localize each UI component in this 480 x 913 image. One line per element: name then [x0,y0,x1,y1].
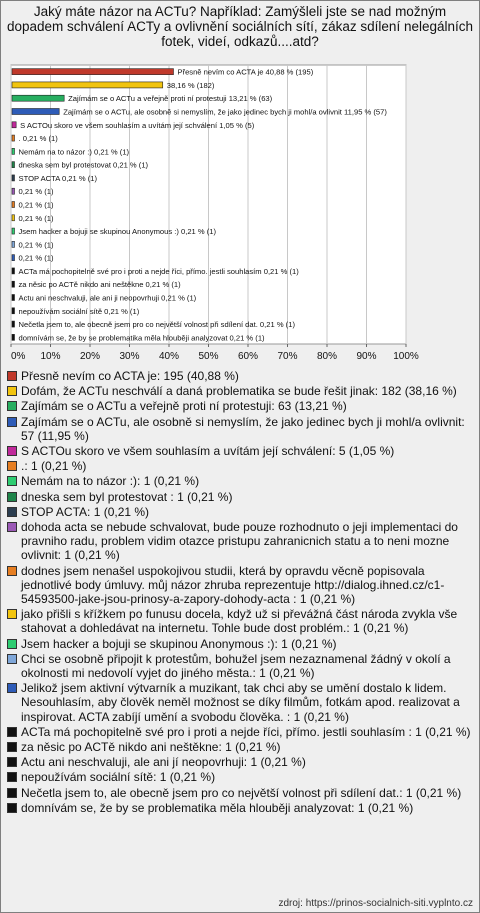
bar [12,82,163,88]
legend-swatch [7,683,17,693]
bar-label: Nemám na to názor :) 0,21 % (1) [18,147,130,157]
bar [12,162,15,168]
legend-swatch [7,609,17,619]
legend-label: Jsem hacker a bojuji se skupinou Anonymous :): 1 (0,21 %) [21,636,337,651]
legend-label: dohoda acta se nebude schvalovat, bude pouze rozhodnuto o jeji implementaci do pravniho radu, problem vidim otazce pristupu zahranicnich statu a to neni mozne ovlivnit: 1 (0,21 %) [21,520,458,563]
bar [12,255,15,261]
x-tick-label: 20% [79,351,101,362]
bar-label: Actu ani neschvaluji, ale ani ji neopovrhuji 0,21 % (1) [18,293,197,303]
legend-label: jako přišli s křížkem po funusu docela, když už si převážná část národa zvykla vše stahovat a dohledávat na internetu. Tohle bude dost problém.: 1 (0,21 %) [21,607,458,636]
legend-item [7,755,475,769]
legend-swatch [7,492,17,502]
legend-label: .: 1 (0,21 %) [21,459,87,474]
legend-swatch [7,522,17,532]
bar-label: Jsem hacker a bojuji se skupinou Anonymous :) 0,21 % (1) [18,227,217,237]
legend-item [7,681,475,724]
legend-swatch [7,386,17,396]
legend-label: domnívám se, že by se problematika měla hlouběji analyzovat: 1 (0,21 %) [21,800,414,815]
bar-label: STOP ACTA 0,21 % (1) [18,173,98,183]
legend-label: Dofám, že ACTu neschválí a daná problematika se bude řešit jinak: 182 (38,16 %) [21,384,457,399]
legend-label: STOP ACTA: 1 (0,21 %) [21,504,150,519]
bar-label: 0,21 % (1) [18,200,54,210]
legend-label: Actu ani neschvaluji, ale ani jí neopovrhuji: 1 (0,21 %) [21,755,306,770]
legend-item [7,637,475,651]
bar-label: Přesně nevím co ACTA je 40,88 % (195) [177,67,314,77]
bar-label: dneska sem byl protestovat 0,21 % (1) [18,160,149,170]
bar-label: 38,16 % (182) [166,80,215,90]
legend-swatch [7,727,17,737]
bar [12,321,15,327]
x-tick-label: 80% [316,351,338,362]
legend-item [7,740,475,754]
bar-label: nepoužívám sociální sítě 0,21 % (1) [18,306,140,316]
bar [12,334,15,340]
legend-item [7,564,475,607]
legend-item [7,801,475,815]
bar-label: 0,21 % (1) [18,240,54,250]
x-tick-label: 50% [198,351,219,362]
legend-item [7,415,475,443]
bar-plot [1,1,479,366]
bar-label: Zajímám se o ACTu, ale osobně si nemyslím, že jako jedinec bych ji mohl/a ovlivnit 11,95 % (57) [63,107,387,117]
legend-label: Nemám na to názor :): 1 (0,21 %) [21,474,200,489]
bar [12,228,15,234]
bar-label: 0,21 % (1) [18,213,54,223]
bar-label: Zajímám se o ACTu a veřejně proti ní protestuji 13,21 % (63) [68,94,273,104]
legend-item [7,652,475,680]
legend-item [7,369,475,383]
legend-swatch [7,401,17,411]
legend-item [7,490,475,504]
legend-swatch [7,566,17,576]
legend-swatch [7,742,17,752]
bar [12,175,15,181]
bar [12,241,15,247]
bar [12,148,15,154]
bar [12,109,59,115]
legend-swatch [7,476,17,486]
bar-label: domnívám se, že by se problematika měla hlouběji analyzovat 0,21 % (1) [18,333,265,343]
bar [12,122,16,128]
legend-label: Jelikož jsem aktivní výtvarník a muzikant, tak chci aby se umění dostalo k lidem. Nesouhlasím, aby člověk neměl možnost se díky filmům, fotkám apod. realizovat a inspirovat. ACTA zabíjí umění a svobodu člověka. : 1 (0,21 %) [21,681,460,724]
bar [12,69,173,75]
legend-item [7,474,475,488]
bar-label: . 0,21 % (1) [18,134,58,144]
legend-label: nepoužívám sociální sítě: 1 (0,21 %) [21,770,216,785]
bar [12,295,15,301]
x-tick-label: 30% [119,351,140,362]
legend-item [7,384,475,398]
legend-label: Chci se osobně připojit k protestům, bohužel jsem nezaznamenal žádný v okolí a okolnosti mi nedovolí vyjet do jiného města.: 1 (0,21 %) [21,651,451,681]
x-tick-label: 90% [356,351,377,362]
legend-label: dodnes jsem nenašel uspokojivou studii, která by opravdu věcně popisovala jednotlivé body úmluvy. můj názor zhruba reprezentuje http://dialog.ihned.cz/c1-54593500-jake-jsou-prinosy-a-zapory-dohody-acta : 1 (0,21 %) [21,563,445,607]
bar-label: 0,21 % (1) [18,187,54,197]
legend-item [7,444,475,458]
legend-swatch [7,461,17,471]
bar-label: 0,21 % (1) [18,253,54,263]
legend-label: dneska sem byl protestovat : 1 (0,21 %) [21,489,233,504]
legend-label: Přesně nevím co ACTA je: 195 (40,88 %) [21,369,239,383]
bar [12,308,15,314]
legend-label: Zajímám se o ACTu, ale osobně si nemyslím, že jako jedinec bych ji mohl/a ovlivnit: 57 (11,95 %) [21,414,465,443]
bar-label: ACTa má pochopitelně své pro i proti a nejde říci, přímo. jestli souhlasím 0,21 % (1) [18,266,299,276]
legend-item [7,399,475,413]
legend-swatch [7,371,17,381]
x-tick-label: 60% [237,351,259,362]
legend-label: Nečetla jsem to, ale obecně jsem pro co největší volnost při sdílení dat.: 1 (0,21 %) [21,785,462,800]
legend-label: Zajímám se o ACTu a veřejně proti ní protestuji: 63 (13,21 %) [21,399,347,414]
x-tick-label: 70% [277,351,298,362]
legend-swatch [7,446,17,456]
bar-label: Nečetla jsem to, ale obecně jsem pro co největší volnost při sdílení dat. 0,21 % (1) [18,320,295,330]
legend-item [7,505,475,519]
bar-label: za něsic po ACTě nikdo ani neštěkne 0,21 % (1) [18,280,181,290]
legend-label: za něsic po ACTě nikdo ani neštěkne: 1 (0,21 %) [21,740,281,755]
legend-item [7,770,475,784]
legend-swatch [7,803,17,813]
x-tick-label: 10% [40,351,61,362]
bar [12,202,15,208]
legend-item [7,607,475,635]
legend-swatch [7,757,17,767]
legend-item [7,725,475,739]
x-tick-label: 100% [393,351,419,362]
legend-item [7,459,475,473]
x-tick-label: 0% [11,351,26,362]
bar [12,268,15,274]
x-tick-label: 40% [158,351,180,362]
legend-item [7,520,475,563]
legend-swatch [7,788,17,798]
source-credit: zdroj: https://prinos-socialnich-siti.vyplnto.cz [278,898,473,909]
bar [12,95,64,101]
bar [12,188,15,194]
bar [12,135,15,141]
chart-legend [7,369,475,816]
legend-swatch [7,507,17,517]
legend-swatch [7,654,17,664]
legend-swatch [7,772,17,782]
legend-label: ACTa má pochopitelně své pro i proti a nejde říci, přímo. jestli souhlasím : 1 (0,21 %) [21,724,471,739]
legend-item [7,786,475,800]
chart-title: Jaký máte názor na ACTu? Například: Zamýšleli jste se nad možným dopadem schválení ACTy a ovlivnění sociálních sítí, zákaz sdílení nelegálních fotek, videí, odkazů....atd? [6,4,473,49]
bar-label: S ACTOu skoro ve všem souhlasím a uvítám její schválení 1,05 % (5) [20,120,255,130]
bar [12,281,15,287]
legend-swatch [7,417,17,427]
legend-label: S ACTOu skoro ve všem souhlasím a uvítám její schválení: 5 (1,05 %) [21,444,395,459]
bar [12,215,15,221]
legend-swatch [7,639,17,649]
